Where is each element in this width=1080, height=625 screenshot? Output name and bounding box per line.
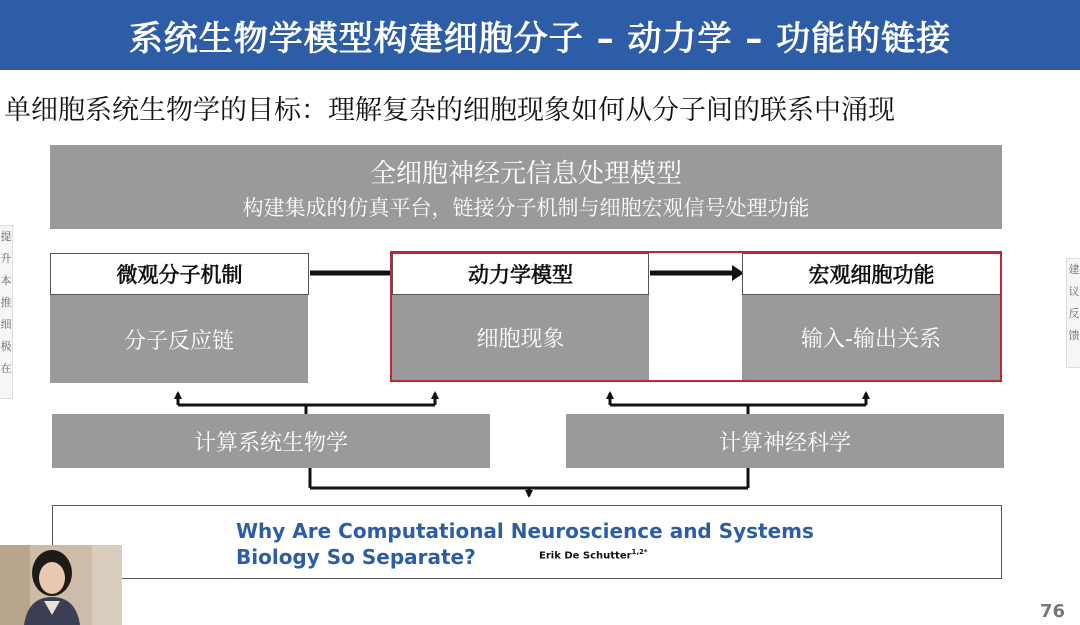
discipline-neuroscience: 计算神经科学 [566,414,1004,468]
column-header-dynamics: 动力学模型 [392,253,649,295]
paper-author-name: Erik De Schutter [539,550,632,562]
paper-author-affiliation: 1,2* [631,548,648,556]
left-side-panel[interactable]: 提 升 本 推 细 极 在 [0,225,13,399]
paper-title [236,518,814,570]
presenter-video [0,545,122,625]
paper-reference-box [52,505,1002,579]
paper-title-line1: Why Are Computational Neuroscience and Systems [236,519,814,543]
discipline-systems-biology: 计算系统生物学 [52,414,490,468]
column-header-molecular: 微观分子机制 [50,253,309,295]
column-header-function: 宏观细胞功能 [742,253,1001,295]
paper-title-line2: Biology So Separate? [236,545,476,569]
paper-author [539,548,648,561]
whole-cell-model-desc: 构建集成的仿真平台，链接分子机制与细胞宏观信号处理功能 [242,195,810,220]
slide-subtitle: 单细胞系统生物学的目标：理解复杂的细胞现象如何从分子间的联系中涌现 [4,95,895,126]
right-side-panel[interactable]: 建 议 反 馈 [1066,258,1080,368]
presenter-webcam [0,545,122,625]
column-body-molecular: 分子反应链 [50,295,308,383]
column-body-dynamics: 细胞现象 [392,295,649,380]
column-body-function: 输入-输出关系 [742,295,1000,380]
highlight-frame [390,251,1002,382]
page-number: 76 [1040,601,1066,622]
slide-title: 系统生物学模型构建细胞分子 – 动力学 – 功能的链接 [0,0,1080,70]
whole-cell-model-title: 全细胞神经元信息处理模型 [369,158,682,189]
